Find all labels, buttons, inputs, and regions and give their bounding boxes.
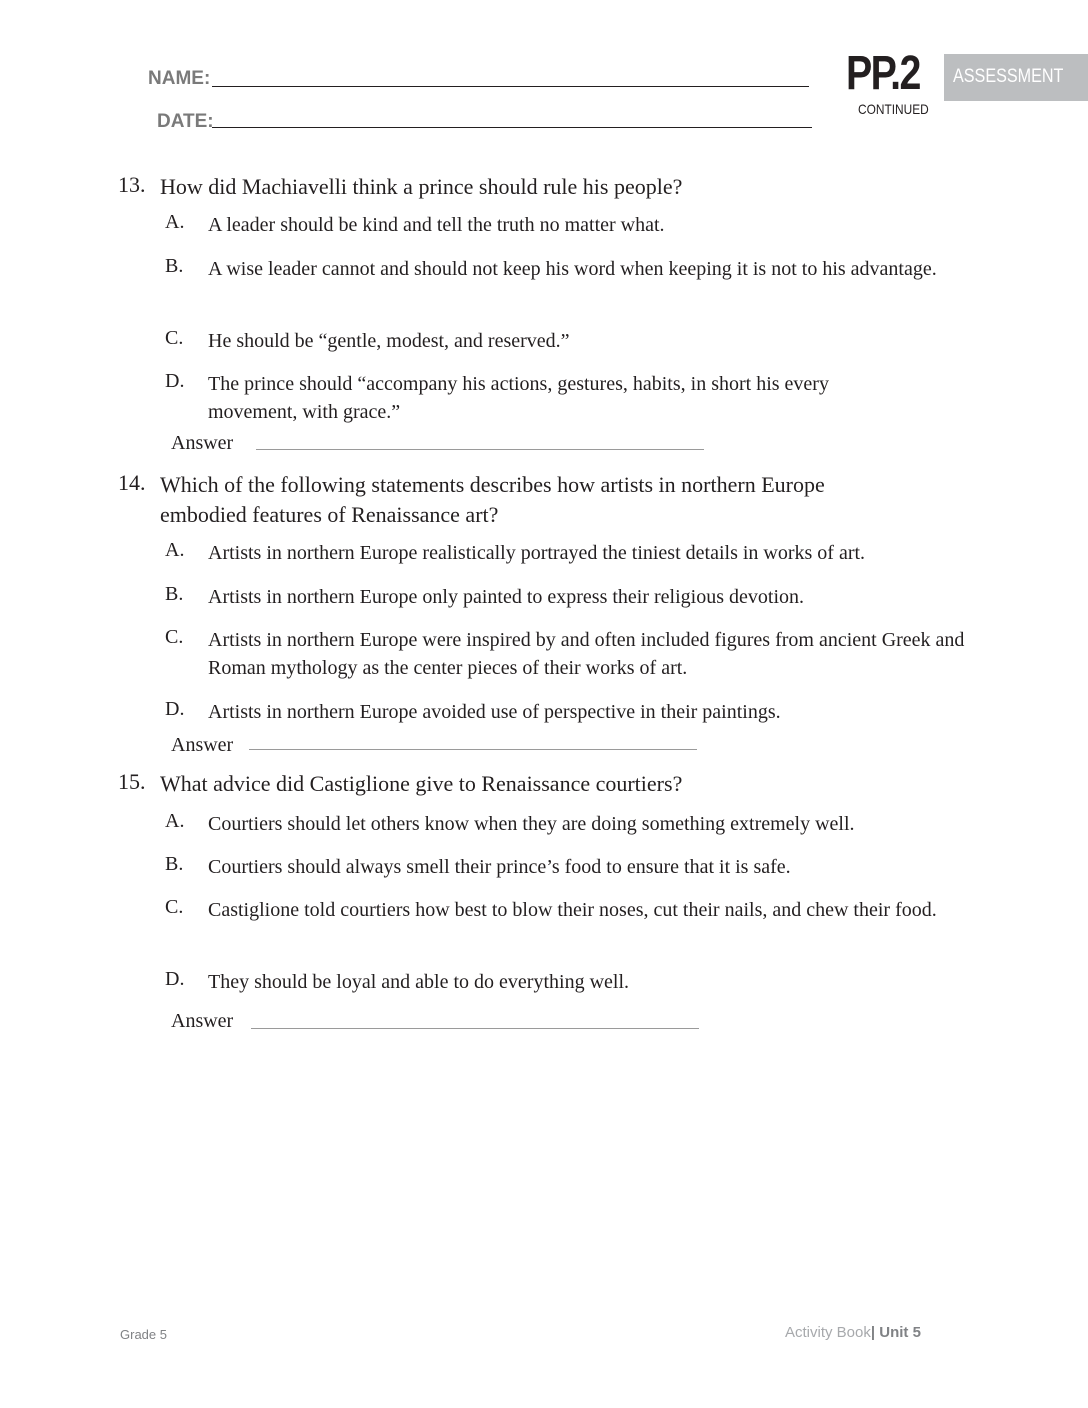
option-text: Artists in northern Europe only painted to express their religious devotion. bbox=[208, 586, 804, 608]
answer-input-line[interactable] bbox=[256, 449, 704, 450]
option-letter: B. bbox=[165, 853, 184, 875]
assessment-badge-label: ASSESSMENT bbox=[953, 66, 1064, 87]
continued-label: CONTINUED bbox=[858, 101, 929, 117]
footer-grade: Grade 5 bbox=[120, 1327, 167, 1342]
option-letter: C. bbox=[165, 896, 184, 918]
option-text: Courtiers should always smell their prince’s food to ensure that it is safe. bbox=[208, 856, 791, 878]
option-text: Courtiers should let others know when they are doing something extremely well. bbox=[208, 813, 855, 835]
question-number: 13. bbox=[118, 172, 146, 197]
assessment-code: PP.2 bbox=[846, 47, 920, 100]
option-text: Artists in northern Europe were inspired by and often included figures from ancient Greek and Roman mythology as the center pieces of their works of art. bbox=[208, 629, 965, 679]
footer-unit: Unit 5 bbox=[879, 1324, 921, 1341]
option-letter: B. bbox=[165, 255, 184, 277]
option-text: Artists in northern Europe realistically portrayed the tiniest details in works of art. bbox=[208, 542, 866, 564]
answer-label: Answer bbox=[171, 1010, 234, 1032]
name-label: NAME: bbox=[148, 68, 211, 89]
footer-book-unit bbox=[785, 1324, 921, 1341]
option-letter: D. bbox=[165, 968, 185, 990]
option-letter: A. bbox=[165, 810, 185, 832]
option-letter: C. bbox=[165, 327, 184, 349]
option-text: A leader should be kind and tell the truth no matter what. bbox=[208, 214, 665, 236]
name-input-line[interactable] bbox=[212, 86, 809, 87]
option-text: They should be loyal and able to do everything well. bbox=[208, 971, 630, 993]
question-text: Which of the following statements describes how artists in northern Europe embodied features of Renaissance art? bbox=[160, 472, 825, 527]
option-letter: B. bbox=[165, 583, 184, 605]
date-label: DATE: bbox=[157, 111, 214, 132]
option-letter: D. bbox=[165, 370, 185, 392]
option-text: Artists in northern Europe avoided use of perspective in their paintings. bbox=[208, 701, 781, 723]
option-letter: C. bbox=[165, 626, 184, 648]
option-letter: A. bbox=[165, 539, 185, 561]
assessment-badge bbox=[944, 54, 1088, 101]
answer-label: Answer bbox=[171, 432, 234, 454]
footer-separator: | bbox=[870, 1324, 876, 1341]
answer-input-line[interactable] bbox=[251, 1028, 699, 1029]
answer-input-line[interactable] bbox=[249, 749, 697, 750]
question-number: 15. bbox=[118, 769, 146, 794]
option-text: He should be “gentle, modest, and reserved.” bbox=[208, 330, 570, 352]
date-input-line[interactable] bbox=[212, 127, 812, 128]
question-number: 14. bbox=[118, 470, 146, 495]
option-text: Castiglione told courtiers how best to blow their noses, cut their nails, and chew their food. bbox=[208, 899, 937, 921]
answer-label: Answer bbox=[171, 734, 234, 756]
option-letter: A. bbox=[165, 211, 185, 233]
footer-book: Activity Book bbox=[785, 1324, 871, 1341]
option-letter: D. bbox=[165, 698, 185, 720]
question-text: How did Machiavelli think a prince should rule his people? bbox=[160, 174, 683, 199]
option-text: A wise leader cannot and should not keep his word when keeping it is not to his advantage. bbox=[208, 258, 937, 280]
question-text: What advice did Castiglione give to Renaissance courtiers? bbox=[160, 771, 683, 796]
option-text: The prince should “accompany his actions, gestures, habits, in short his every movement, with grace.” bbox=[208, 373, 829, 423]
